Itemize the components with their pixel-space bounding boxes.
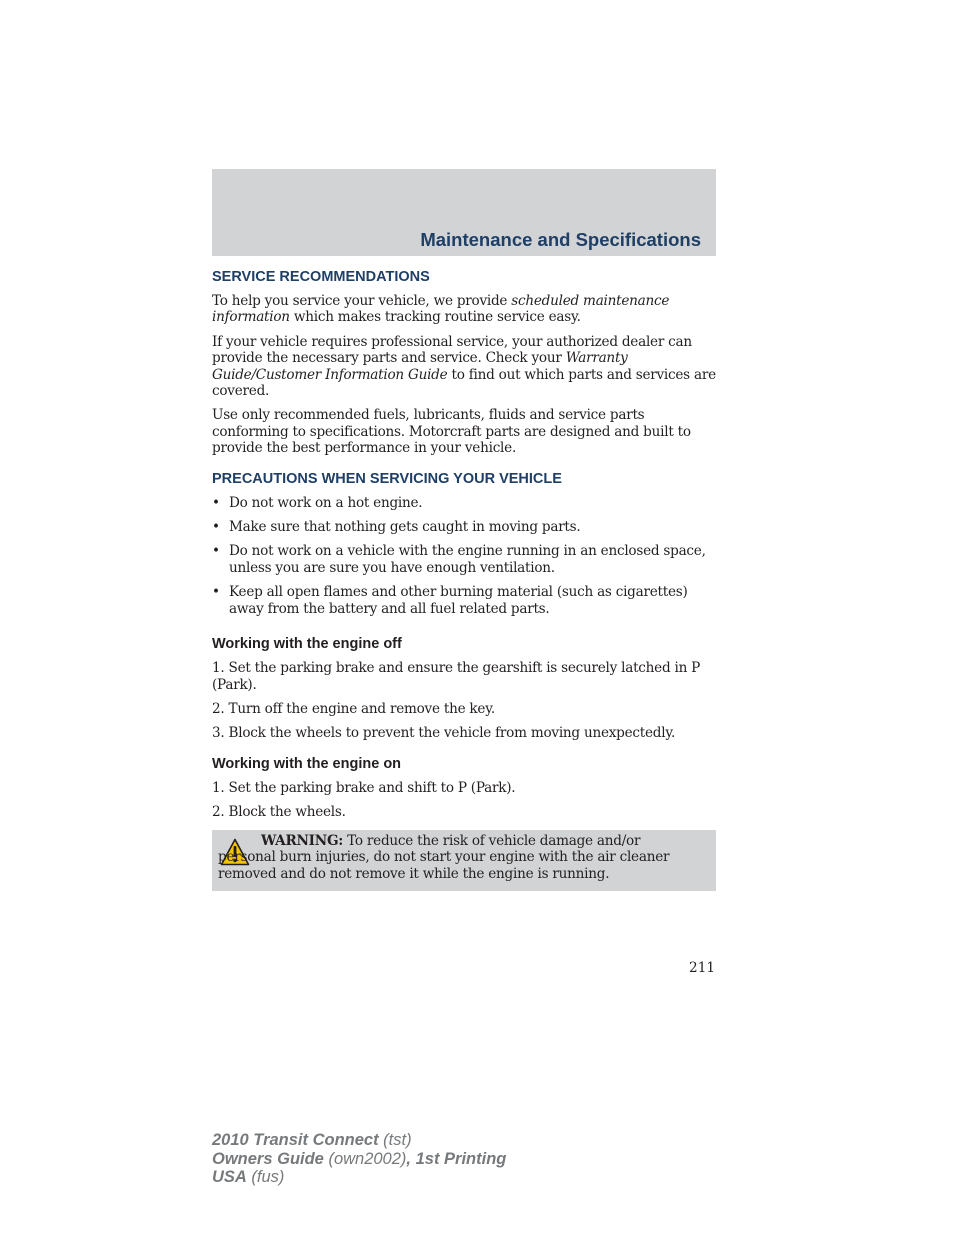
- warning-box: [212, 830, 716, 891]
- footer-code: (fus): [246, 1168, 285, 1186]
- footer-line: [212, 1150, 506, 1169]
- list-item-text: Do not work on a vehicle with the engine running in an enclosed space, unless you are sure you have enough ventilation.: [229, 543, 706, 576]
- precautions-list: [212, 495, 716, 617]
- service-paragraph-3: Use only recommended fuels, lubricants, fluids and service parts conforming to specifications. Motorcraft parts are designed and built to provide the best performance in your vehicle.: [212, 407, 691, 457]
- engine-on-step: 1. Set the parking brake and shift to P (Park).: [212, 779, 516, 796]
- text-run: to find out which parts and services are covered.: [212, 366, 716, 400]
- warning-body: To reduce the risk of vehicle damage and/or personal burn injuries, do not start your engine with the air cleaner removed and do not remove it while the engine is running.: [218, 833, 670, 882]
- footer-line: [212, 1131, 506, 1150]
- page-number: 211: [689, 960, 715, 976]
- list-item: • Do not work on a vehicle with the engine running in an enclosed space, unless you are sure you have enough ventilation.: [212, 543, 706, 576]
- chapter-header-band: [212, 169, 716, 256]
- footer-bold: Owners Guide: [212, 1149, 324, 1168]
- italic-run: scheduled maintenance information: [212, 293, 670, 326]
- list-item: • Keep all open flames and other burning material (such as cigarettes) away from the battery and all fuel related parts.: [212, 584, 688, 617]
- footer-code: (tst): [378, 1131, 412, 1149]
- footer-code: (own2002): [323, 1149, 407, 1168]
- list-item: • Do not work on a hot engine.: [212, 494, 423, 511]
- engine-on-heading: Working with the engine on: [212, 755, 402, 772]
- precautions-heading: PRECAUTIONS WHEN SERVICING YOUR VEHICLE: [212, 470, 562, 487]
- chapter-title: Maintenance and Specifications: [420, 229, 701, 250]
- engine-off-heading: Working with the engine off: [212, 636, 402, 653]
- text-run: To help you service your vehicle, we provide: [212, 293, 512, 309]
- warning-label: WARNING:: [261, 833, 344, 849]
- italic-run: Warranty Guide/Customer Information Guide: [212, 350, 628, 383]
- footer-bold: USA: [212, 1168, 247, 1186]
- engine-off-step: 3. Block the wheels to prevent the vehicle from moving unexpectedly.: [212, 725, 676, 742]
- footer-bold: , 1st Printing: [406, 1149, 507, 1168]
- list-item-text: Do not work on a hot engine.: [229, 494, 423, 511]
- engine-off-step: 1. Set the parking brake and ensure the gearshift is securely latched in P (Park).: [212, 660, 701, 693]
- text-run: If your vehicle requires professional service, your authorized dealer can provide the necessary parts and service. Check your: [212, 333, 692, 367]
- service-paragraph-1: [212, 293, 716, 326]
- list-item: • Make sure that nothing gets caught in moving parts.: [212, 519, 581, 536]
- footer-bold: 2010 Transit Connect: [212, 1131, 379, 1149]
- service-recommendations-heading: SERVICE RECOMMENDATIONS: [212, 269, 430, 285]
- engine-off-step: 2. Turn off the engine and remove the key.: [212, 700, 495, 717]
- list-item-text: Keep all open flames and other burning material (such as cigarettes) away from the battery and all fuel related parts.: [229, 584, 688, 617]
- footer-line: [212, 1168, 506, 1187]
- warning-text: [218, 833, 688, 882]
- engine-on-step: 2. Block the wheels.: [212, 804, 346, 821]
- page-content: [212, 268, 716, 821]
- service-paragraph-2: [212, 334, 716, 400]
- text-run: which makes tracking routine service easy.: [289, 309, 581, 326]
- list-item-text: Make sure that nothing gets caught in moving parts.: [229, 519, 581, 536]
- document-footer: [212, 1131, 506, 1187]
